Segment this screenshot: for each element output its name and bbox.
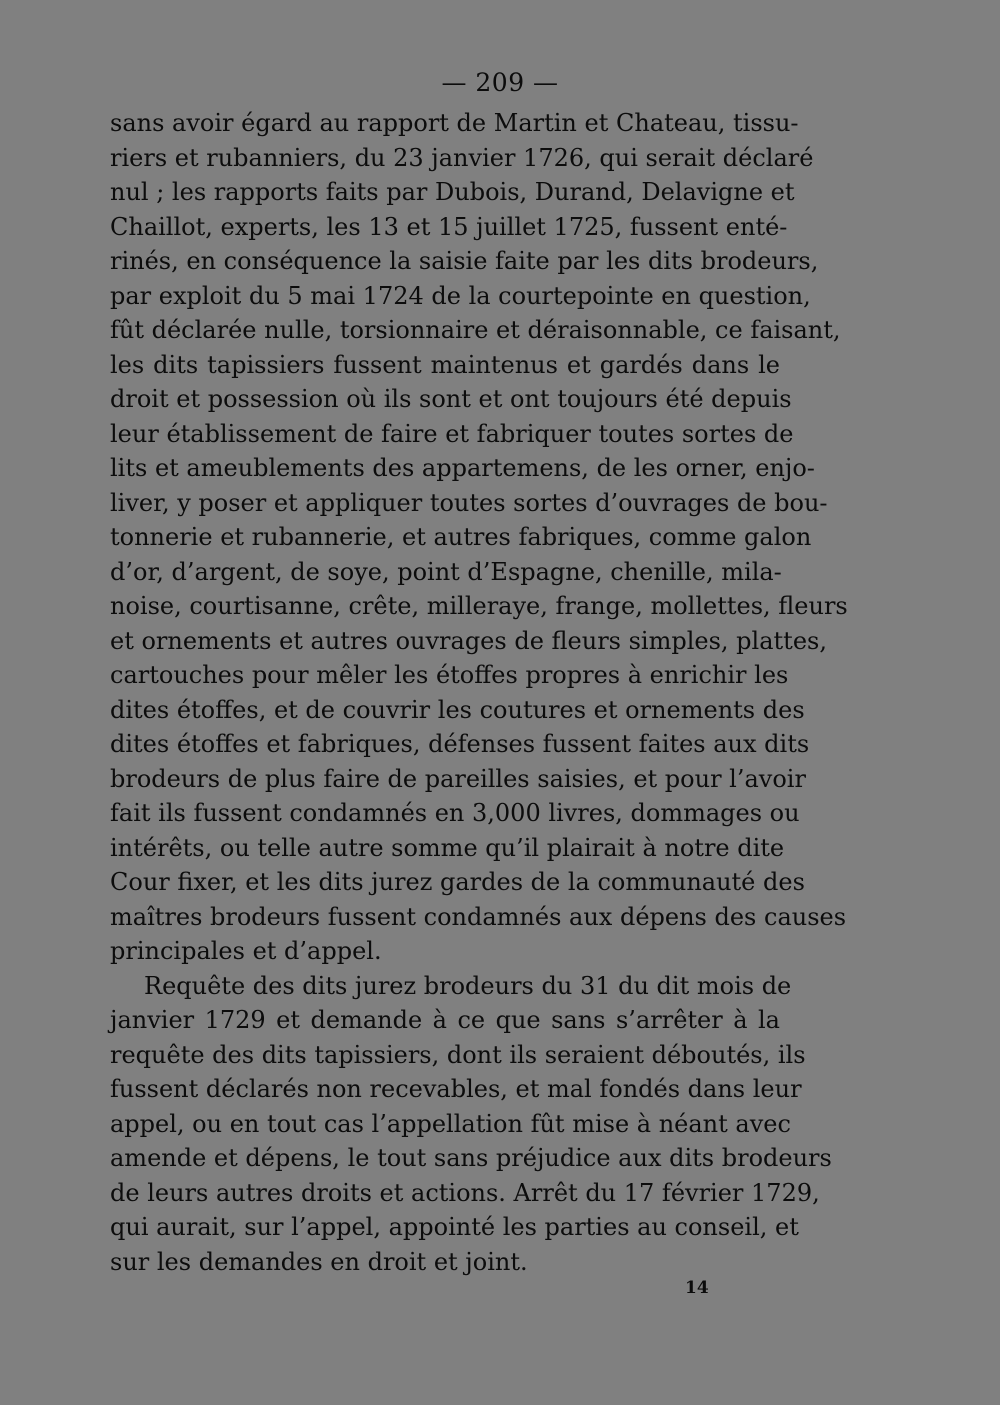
text-line: et ornements et autres ouvrages de fleurs simples, plattes, [110,626,827,655]
text-line: appel, ou en tout cas l’appellation fût mise à néant avec [110,1109,791,1138]
body-text [110,106,848,1279]
text-line: les dits tapissiers fussent maintenus et gardés dans le [110,350,780,379]
text-line: cartouches pour mêler les étoffes propres à enrichir les [110,661,789,689]
text-line: droit et possession où ils sont et ont toujours été depuis [110,385,792,413]
text-line: de leurs autres droits et actions. Arrêt du 17 février 1729, [110,1178,820,1207]
text-line: liver, y poser et appliquer toutes sortes d’ouvrages de bou- [110,488,828,517]
text-line: janvier 1729 et demande à ce que sans s’arrêter à la [110,1006,780,1034]
text-line: rinés, en conséquence la saisie faite par les dits brodeurs, [110,247,819,275]
text-line: requête des dits tapissiers, dont ils seraient déboutés, ils [110,1040,806,1069]
text-line: d’or, d’argent, de soye, point d’Espagne, chenille, mila- [110,557,782,586]
text-line: maîtres brodeurs fussent condamnés aux dépens des causes [110,902,847,931]
text-line: Requête des dits jurez brodeurs du 31 du dit mois de [144,971,792,1000]
text-line: riers et rubanniers, du 23 janvier 1726, qui serait déclaré [110,143,814,172]
text-line: sans avoir égard au rapport de Martin et Chateau, tissu- [110,109,799,137]
text-line: fussent déclarés non recevables, et mal fondés dans leur [110,1075,802,1103]
text-line: principales et d’appel. [110,937,382,965]
text-line: nul ; les rapports faits par Dubois, Durand, Delavigne et [110,178,795,206]
text-line: leur établissement de faire et fabriquer toutes sortes de [110,419,794,448]
text-line: Cour fixer, et les dits jurez gardes de la communauté des [110,868,805,896]
text-line: fait ils fussent condamnés en 3,000 livres, dommages ou [110,799,800,827]
text-line: lits et ameublements des appartemens, de les orner, enjo- [110,454,815,482]
text-line: brodeurs de plus faire de pareilles saisies, et pour l’avoir [110,764,806,793]
signature-mark: 14 [685,1278,709,1298]
text-line: dites étoffes et fabriques, défenses fussent faites aux dits [110,730,810,758]
text-line: tonnerie et rubannerie, et autres fabriques, comme galon [110,523,812,551]
text-line: qui aurait, sur l’appel, appointé les parties au conseil, et [110,1213,799,1241]
paragraph-2 [110,969,832,1280]
page-number: — 209 — [441,68,559,97]
text-line: amende et dépens, le tout sans préjudice aux dits brodeurs [110,1144,832,1172]
text-line: intérêts, ou telle autre somme qu’il plairait à notre dite [110,833,785,862]
paragraph-1 [110,106,848,969]
text-line: noise, courtisanne, crête, milleraye, frange, mollettes, fleurs [110,592,848,620]
text-line: par exploit du 5 mai 1724 de la courtepointe en question, [110,281,811,310]
text-line: fût déclarée nulle, torsionnaire et déraisonnable, ce faisant, [110,316,841,344]
text-line: dites étoffes, et de couvrir les coutures et ornements des [110,695,805,724]
text-line: Chaillot, experts, les 13 et 15 juillet 1725, fussent enté- [110,212,788,241]
text-line: sur les demandes en droit et joint. [110,1247,528,1276]
